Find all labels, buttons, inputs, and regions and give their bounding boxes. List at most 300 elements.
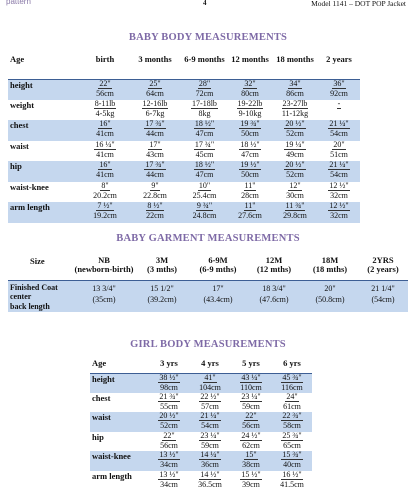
table-cell bbox=[181, 120, 228, 141]
cell-inch: 18 ½" bbox=[194, 160, 215, 169]
cell-inch: 23-27lb bbox=[282, 98, 308, 108]
cell-cm: 54cm bbox=[330, 170, 348, 180]
table-cell bbox=[318, 141, 360, 162]
table-cell bbox=[148, 393, 190, 413]
cell-stack bbox=[190, 451, 230, 469]
table-cell bbox=[129, 141, 181, 162]
cell-cm: 11-12kg bbox=[281, 108, 309, 118]
cell-inch: 28" bbox=[198, 78, 211, 88]
cell-inch: 24" bbox=[286, 391, 298, 401]
cell-stack bbox=[148, 393, 190, 411]
table-cell bbox=[228, 100, 272, 121]
table-cell bbox=[228, 161, 272, 182]
cell-stack bbox=[272, 182, 318, 200]
table-cell bbox=[81, 79, 129, 100]
cell-cm: 62cm bbox=[242, 440, 260, 450]
cell-cm: 56cm bbox=[242, 421, 260, 431]
cell-stack bbox=[129, 100, 181, 118]
cell-inch: 7 ½" bbox=[97, 201, 113, 210]
cell-stack bbox=[181, 182, 228, 200]
cell-cm: 50cm bbox=[241, 170, 259, 180]
cell-cm: 61cm bbox=[283, 401, 301, 411]
cell-inch: 20 ½" bbox=[285, 160, 305, 169]
cell-inch: 17 ¾" bbox=[194, 139, 215, 149]
table-cell bbox=[129, 182, 181, 203]
cell-stack bbox=[190, 471, 230, 489]
table-cell bbox=[81, 161, 129, 182]
cell-stack bbox=[230, 393, 272, 411]
girl-body-title: GIRL BODY MEASUREMENTS bbox=[130, 339, 286, 350]
age-label: Age bbox=[10, 54, 25, 64]
table-row bbox=[8, 182, 360, 203]
cell-inch: 15" bbox=[245, 450, 257, 459]
cell-cm: 24.8cm bbox=[192, 211, 217, 221]
cell-inch: 14 ½" bbox=[200, 469, 220, 479]
table-row bbox=[8, 79, 360, 100]
cell-stack bbox=[230, 412, 272, 430]
cell-cm: 59cm bbox=[242, 401, 260, 411]
table-cell bbox=[81, 141, 129, 162]
baby-body-table bbox=[8, 53, 360, 223]
brand-logo: pattern bbox=[6, 0, 31, 6]
col-size: 6-9M bbox=[208, 255, 228, 265]
cell-cm: 59cm bbox=[201, 440, 219, 450]
col-header bbox=[190, 256, 246, 280]
cell-cm: 36cm bbox=[201, 460, 219, 470]
table-cell bbox=[230, 432, 272, 452]
table-cell bbox=[81, 202, 129, 223]
table-cell bbox=[81, 182, 129, 203]
row-label: arm length bbox=[92, 470, 132, 481]
cell-stack bbox=[129, 182, 181, 200]
cell-inch: 15 1/2" bbox=[150, 283, 174, 293]
cell-inch: 21 ¾" bbox=[159, 391, 179, 401]
table-cell bbox=[129, 100, 181, 121]
col-size: 12M bbox=[265, 255, 283, 265]
cell-inch: 20" bbox=[333, 139, 345, 149]
table-cell bbox=[190, 432, 230, 452]
table-cell bbox=[272, 412, 312, 432]
cell-inch: 12" bbox=[289, 180, 301, 190]
cell-cm: 9-10kg bbox=[238, 108, 262, 118]
cell-cm: 41cm bbox=[96, 129, 114, 139]
table-cell bbox=[272, 432, 312, 452]
cell-inch: 8-11lb bbox=[94, 98, 116, 108]
cell-inch: 21 ¼" bbox=[200, 411, 220, 420]
cell-stack bbox=[190, 432, 230, 450]
cell-inch: 23 ¼" bbox=[200, 430, 220, 440]
table-cell bbox=[190, 451, 230, 471]
table-row bbox=[8, 100, 360, 121]
table-row bbox=[8, 120, 360, 141]
cell-cm: 57cm bbox=[201, 401, 219, 411]
table-cell bbox=[190, 471, 230, 491]
cell-cm: 30cm bbox=[286, 190, 304, 200]
cell-inch: 17" bbox=[149, 139, 161, 149]
cell-stack bbox=[129, 141, 181, 159]
cell-stack bbox=[81, 100, 129, 118]
cell-inch: 36" bbox=[333, 78, 345, 88]
table-cell bbox=[246, 280, 302, 312]
col-size-desc: (2 years) bbox=[367, 264, 399, 274]
baby-body-title: BABY BODY MEASUREMENTS bbox=[128, 32, 288, 43]
cell-cm: 47cm bbox=[195, 170, 214, 180]
col-header bbox=[134, 256, 190, 280]
cell-cm: 22.8cm bbox=[143, 190, 167, 200]
table-row bbox=[8, 141, 360, 162]
cell-stack bbox=[148, 432, 190, 450]
cell-inch: 12 ½" bbox=[329, 201, 349, 210]
cell-stack bbox=[129, 80, 181, 98]
cell-stack bbox=[181, 141, 228, 159]
table-cell bbox=[230, 393, 272, 413]
cell-inch: 22 ¾" bbox=[282, 411, 302, 420]
cell-cm: 47cm bbox=[241, 149, 259, 159]
cell-cm: 6-7kg bbox=[145, 108, 165, 118]
cell-stack bbox=[148, 451, 190, 469]
table-cell bbox=[318, 120, 360, 141]
cell-stack bbox=[272, 120, 318, 138]
cell-stack bbox=[181, 120, 228, 138]
cell-inch: 12 ½" bbox=[329, 180, 349, 190]
row-label: chest bbox=[92, 392, 111, 403]
table-cell bbox=[181, 202, 228, 223]
table-cell bbox=[272, 141, 318, 162]
col-size: 18M bbox=[321, 255, 339, 265]
cell-inch: 18 ½" bbox=[194, 119, 215, 128]
row-label: hip bbox=[92, 431, 104, 442]
table-cell bbox=[318, 79, 360, 100]
table-cell bbox=[228, 79, 272, 100]
col-header bbox=[358, 256, 408, 280]
cell-cm: 52cm bbox=[286, 129, 304, 139]
cell-cm: 56cm bbox=[160, 440, 178, 450]
cell-stack bbox=[228, 202, 272, 220]
cell-cm: 25.4cm bbox=[192, 190, 217, 200]
table-cell bbox=[228, 202, 272, 223]
cell-stack bbox=[190, 393, 230, 411]
cell-cm: (35cm) bbox=[92, 294, 116, 304]
table-cell bbox=[318, 100, 360, 121]
table-cell bbox=[148, 432, 190, 452]
table-cell bbox=[272, 79, 318, 100]
table-cell bbox=[81, 120, 129, 141]
row-label: arm length bbox=[8, 202, 81, 223]
cell-cm: 40cm bbox=[283, 460, 301, 470]
table-cell bbox=[318, 161, 360, 182]
col-header: 18 months bbox=[276, 54, 314, 64]
cell-cm: 110cm bbox=[240, 382, 262, 392]
cell-stack bbox=[318, 141, 360, 159]
cell-stack bbox=[148, 471, 190, 489]
row-label: waist-knee bbox=[90, 451, 148, 471]
size-label: Size bbox=[30, 256, 45, 266]
cell-inch: 22" bbox=[245, 411, 257, 420]
table-row bbox=[90, 432, 312, 452]
row-label: weight bbox=[10, 99, 35, 110]
table-cell bbox=[230, 373, 272, 393]
table-row bbox=[8, 280, 408, 312]
cell-cm: 41cm bbox=[96, 170, 114, 180]
cell-inch: 21 1/4" bbox=[371, 283, 395, 293]
row-label-line: center bbox=[10, 292, 32, 302]
table-cell bbox=[358, 280, 408, 312]
cell-cm: 20.2cm bbox=[93, 190, 117, 200]
col-size-desc: (6-9 mths) bbox=[199, 264, 237, 274]
cell-cm: 4-5kg bbox=[95, 108, 115, 118]
table-cell bbox=[272, 100, 318, 121]
cell-cm: 72cm bbox=[195, 88, 214, 98]
table-cell bbox=[181, 161, 228, 182]
cell-cm: 52cm bbox=[286, 170, 304, 180]
table-cell bbox=[272, 202, 318, 223]
col-header: 3 months bbox=[138, 54, 172, 64]
cell-cm: 41cm bbox=[96, 149, 114, 159]
table-cell bbox=[230, 451, 272, 471]
table-cell bbox=[272, 161, 318, 182]
cell-inch: 19 ¼" bbox=[285, 139, 305, 149]
age-label: Age bbox=[92, 358, 107, 368]
col-size-desc: (12 mths) bbox=[256, 264, 292, 274]
cell-cm: 56cm bbox=[96, 88, 114, 98]
table-cell bbox=[181, 79, 228, 100]
model-title: Model 1141 – DOT POP Jacket bbox=[311, 0, 406, 8]
cell-stack bbox=[272, 141, 318, 159]
cell-cm: 49cm bbox=[286, 149, 304, 159]
row-label: waist bbox=[90, 412, 148, 432]
cell-inch: 25 ¾" bbox=[282, 430, 302, 440]
col-header: birth bbox=[95, 54, 115, 64]
cell-stack bbox=[228, 120, 272, 138]
cell-stack bbox=[272, 80, 318, 98]
table-cell bbox=[272, 451, 312, 471]
cell-cm: 32cm bbox=[330, 190, 348, 200]
table-row bbox=[90, 412, 312, 432]
cell-inch: 18 ½" bbox=[240, 139, 260, 149]
cell-cm: 36.5cm bbox=[198, 479, 222, 489]
cell-stack bbox=[81, 182, 129, 200]
cell-inch: 8 ½" bbox=[147, 201, 163, 210]
cell-inch: 16" bbox=[99, 119, 111, 128]
cell-stack bbox=[318, 120, 360, 138]
cell-stack bbox=[318, 161, 360, 179]
cell-inch: 15 ¾" bbox=[282, 450, 302, 459]
col-header: 4 yrs bbox=[201, 358, 219, 368]
row-label: chest bbox=[8, 120, 81, 141]
girl-body-table bbox=[90, 359, 312, 490]
cell-stack bbox=[228, 182, 272, 200]
row-label-line: Finished Coat bbox=[10, 282, 58, 292]
cell-stack bbox=[228, 161, 272, 179]
cell-cm: 64cm bbox=[146, 88, 164, 98]
cell-cm: 98cm bbox=[160, 382, 178, 392]
table-cell bbox=[190, 412, 230, 432]
cell-cm: 47cm bbox=[195, 129, 214, 139]
col-header: 12 months bbox=[231, 54, 269, 64]
table-cell bbox=[272, 471, 312, 491]
table-cell bbox=[230, 471, 272, 491]
cell-inch: 9" bbox=[151, 180, 159, 190]
cell-inch: 17 ¾" bbox=[145, 119, 165, 128]
table-cell bbox=[129, 79, 181, 100]
cell-inch: 24 ½" bbox=[241, 430, 261, 440]
table-cell bbox=[148, 471, 190, 491]
cell-cm: 39cm bbox=[242, 479, 260, 489]
row-label: waist-knee bbox=[10, 181, 49, 192]
table-row bbox=[90, 393, 312, 413]
cell-inch: 17 ¾" bbox=[145, 160, 165, 169]
row-label: height bbox=[8, 79, 81, 100]
cell-cm: (50.8cm) bbox=[315, 294, 345, 304]
cell-cm: 54cm bbox=[201, 421, 219, 431]
cell-inch: 32" bbox=[244, 78, 256, 88]
table-row bbox=[8, 202, 360, 223]
table-cell bbox=[228, 182, 272, 203]
cell-inch: 43 ¼" bbox=[241, 372, 261, 382]
cell-inch: 10" bbox=[198, 180, 211, 190]
cell-inch: 20 ½" bbox=[159, 411, 179, 420]
cell-stack bbox=[81, 161, 129, 179]
row-label: height bbox=[90, 373, 148, 393]
cell-cm: 55cm bbox=[160, 401, 178, 411]
row-label-line: back length bbox=[10, 301, 50, 311]
cell-stack bbox=[81, 120, 129, 138]
cell-inch: 41" bbox=[204, 372, 216, 382]
cell-stack bbox=[272, 412, 312, 430]
cell-cm: 41.5cm bbox=[280, 479, 304, 489]
cell-cm: 38cm bbox=[242, 460, 260, 470]
cell-inch: 38 ½" bbox=[159, 372, 179, 382]
cell-inch: 20" bbox=[324, 283, 336, 293]
table-row bbox=[90, 451, 312, 471]
table-cell bbox=[190, 393, 230, 413]
cell-cm: 50cm bbox=[241, 129, 259, 139]
cell-stack bbox=[81, 202, 129, 220]
baby-body-header-row bbox=[8, 53, 360, 79]
cell-stack bbox=[318, 80, 360, 98]
cell-stack bbox=[230, 374, 272, 392]
table-cell bbox=[181, 100, 228, 121]
table-cell bbox=[190, 373, 230, 393]
cell-cm: 32cm bbox=[330, 211, 348, 221]
cell-stack bbox=[190, 374, 230, 392]
col-size: 2YRS bbox=[372, 255, 394, 265]
cell-inch: 14 ¼" bbox=[200, 450, 220, 459]
table-cell bbox=[129, 120, 181, 141]
cell-stack bbox=[129, 120, 181, 138]
cell-stack bbox=[272, 202, 318, 220]
cell-stack bbox=[181, 202, 228, 220]
cell-stack bbox=[230, 432, 272, 450]
cell-cm: 34cm bbox=[160, 479, 178, 489]
table-row bbox=[90, 471, 312, 491]
cell-inch: 20 ½" bbox=[285, 119, 305, 128]
baby-garment-table bbox=[8, 256, 408, 312]
col-size: NB bbox=[98, 255, 110, 265]
cell-inch: 19-22lb bbox=[237, 98, 263, 108]
table-cell bbox=[134, 280, 190, 312]
cell-cm: (39.2cm) bbox=[147, 294, 177, 304]
cell-cm: 86cm bbox=[286, 88, 304, 98]
table-cell bbox=[272, 120, 318, 141]
cell-cm: 45cm bbox=[195, 149, 214, 159]
table-cell bbox=[272, 393, 312, 413]
cell-stack bbox=[272, 393, 312, 411]
cell-cm: 104cm bbox=[199, 382, 221, 392]
table-cell bbox=[181, 141, 228, 162]
cell-stack bbox=[230, 451, 272, 469]
col-header: 5 yrs bbox=[242, 358, 260, 368]
col-header bbox=[246, 256, 302, 280]
cell-inch: 34" bbox=[289, 78, 301, 88]
cell-inch: - bbox=[337, 98, 341, 108]
baby-garment-title: BABY GARMENT MEASUREMENTS bbox=[116, 233, 300, 244]
table-cell bbox=[272, 373, 312, 393]
cell-stack bbox=[148, 412, 190, 430]
table-cell bbox=[181, 182, 228, 203]
cell-inch: 17" bbox=[212, 283, 224, 293]
cell-cm: 51cm bbox=[330, 149, 348, 159]
cell-stack bbox=[230, 471, 272, 489]
table-cell bbox=[81, 100, 129, 121]
cell-inch: 13 ½" bbox=[159, 450, 179, 459]
cell-inch: 18 3/4" bbox=[262, 283, 286, 293]
row-label bbox=[8, 280, 74, 312]
cell-stack bbox=[181, 80, 228, 98]
cell-cm: 34cm bbox=[160, 460, 178, 470]
col-header: 2 years bbox=[326, 54, 352, 64]
cell-stack bbox=[318, 100, 360, 109]
cell-stack bbox=[81, 141, 129, 159]
table-cell bbox=[148, 451, 190, 471]
col-header: 6-9 months bbox=[184, 54, 225, 64]
table-cell bbox=[129, 202, 181, 223]
cell-cm: (47.6cm) bbox=[259, 294, 289, 304]
cell-inch: 25" bbox=[149, 78, 161, 88]
cell-stack bbox=[81, 80, 129, 98]
cell-inch: 22" bbox=[99, 78, 111, 88]
cell-cm: (54cm) bbox=[371, 294, 395, 304]
cell-inch: 16 ¼" bbox=[95, 139, 115, 149]
cell-stack bbox=[318, 202, 360, 220]
cell-cm: 58cm bbox=[283, 421, 301, 431]
cell-stack bbox=[129, 161, 181, 179]
cell-stack bbox=[190, 412, 230, 430]
cell-inch: 21 ¼" bbox=[329, 119, 349, 128]
baby-garment-header-row bbox=[8, 256, 408, 280]
table-cell bbox=[228, 141, 272, 162]
cell-inch: 22 ½" bbox=[200, 391, 220, 401]
cell-stack bbox=[318, 182, 360, 200]
cell-stack bbox=[272, 451, 312, 469]
cell-inch: 13 3/4" bbox=[92, 283, 116, 293]
cell-cm: 8kg bbox=[198, 108, 211, 118]
cell-cm: 116cm bbox=[281, 382, 303, 392]
page-number: 4 bbox=[203, 0, 207, 7]
cell-cm: 19.2cm bbox=[93, 211, 117, 221]
cell-inch: 11" bbox=[244, 201, 256, 210]
table-cell bbox=[228, 120, 272, 141]
row-label: waist bbox=[10, 140, 29, 151]
cell-inch: 45 ¾" bbox=[282, 372, 302, 382]
table-cell bbox=[190, 280, 246, 312]
cell-stack bbox=[228, 80, 272, 98]
cell-cm: 28cm bbox=[241, 190, 259, 200]
cell-inch: 16" bbox=[99, 160, 111, 169]
cell-cm: 43cm bbox=[146, 149, 164, 159]
table-row bbox=[90, 373, 312, 393]
col-header bbox=[74, 256, 134, 280]
